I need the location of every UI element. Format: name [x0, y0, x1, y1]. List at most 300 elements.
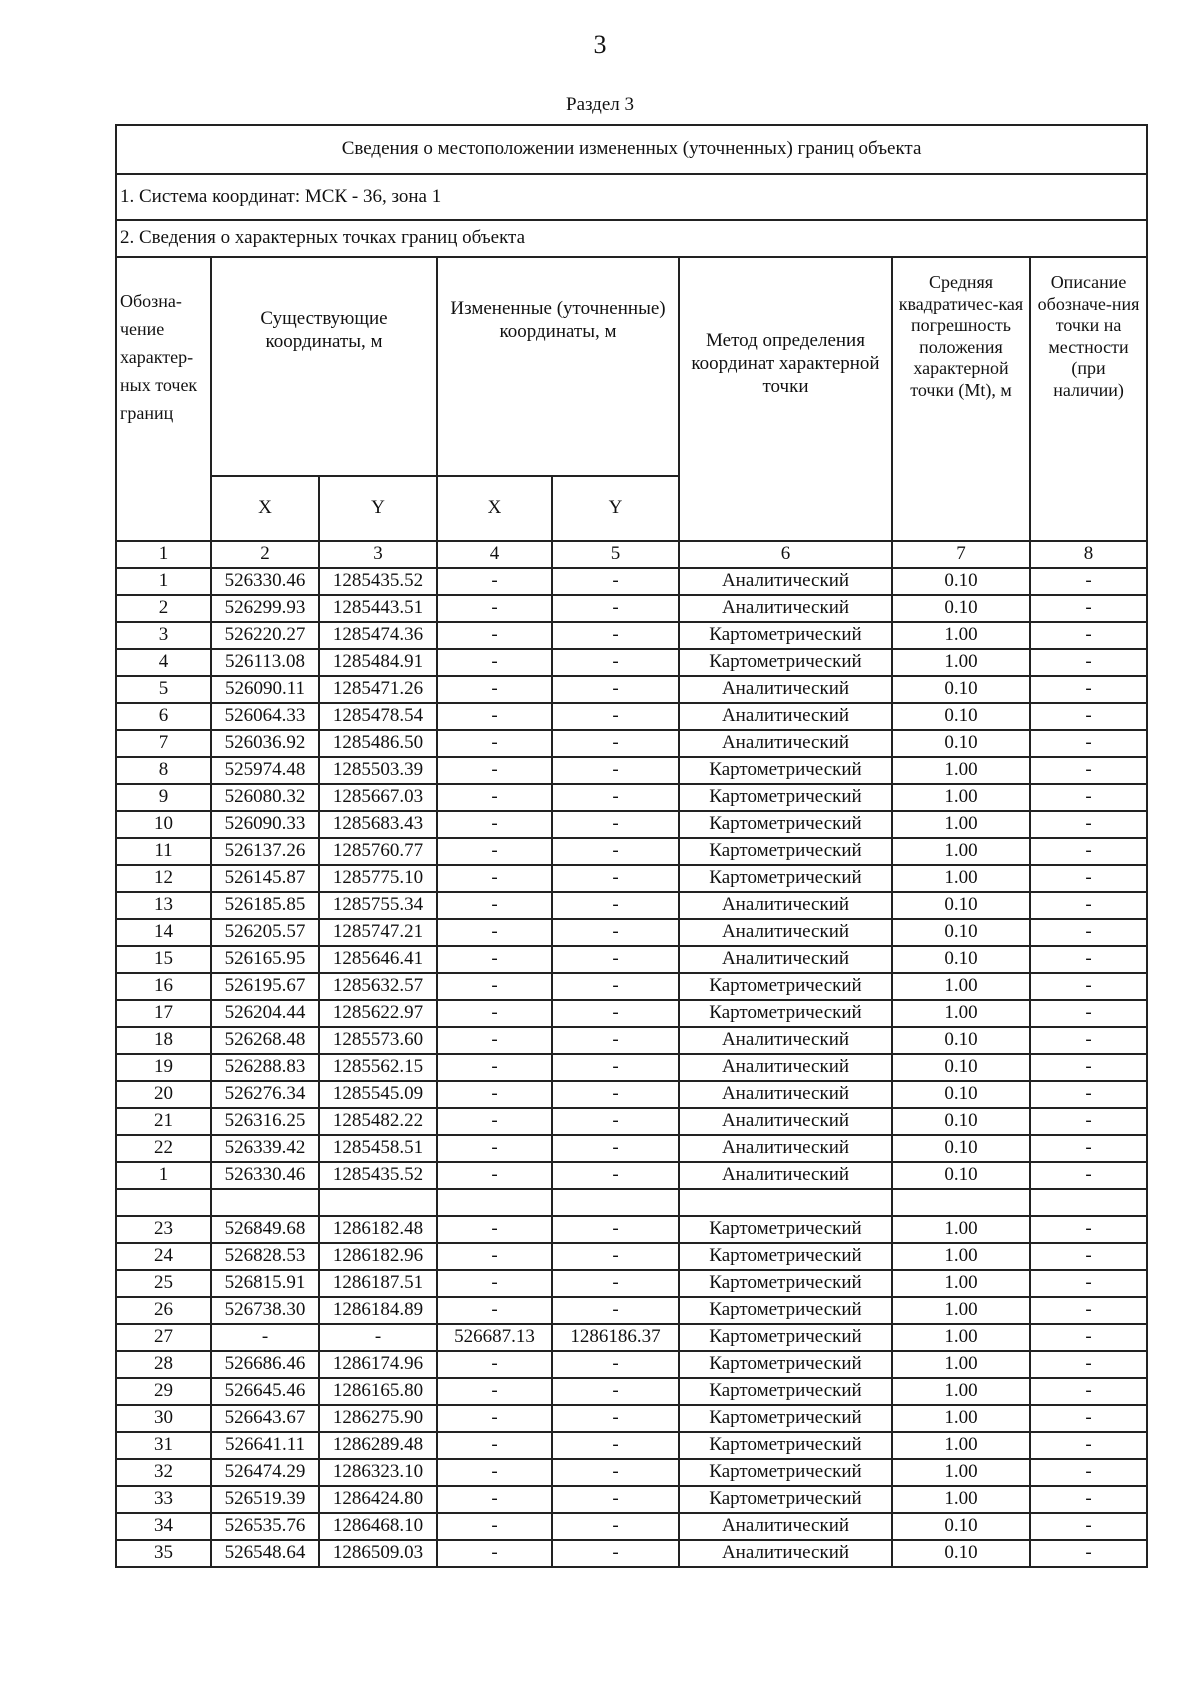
existing-x-cell: 526113.08 — [211, 649, 319, 676]
table-row — [116, 1243, 1147, 1270]
changed-x-cell: - — [437, 1378, 552, 1405]
description-cell: - — [1030, 919, 1147, 946]
existing-x-cell: 526165.95 — [211, 946, 319, 973]
existing-y-cell: 1285683.43 — [319, 811, 437, 838]
changed-y-cell: - — [552, 568, 679, 595]
mean-error-cell: 1.00 — [892, 1459, 1030, 1486]
point-id-cell: 18 — [116, 1027, 211, 1054]
point-id-cell: 31 — [116, 1432, 211, 1459]
changed-x-cell: - — [437, 676, 552, 703]
description-cell: - — [1030, 811, 1147, 838]
existing-x-cell: 526738.30 — [211, 1297, 319, 1324]
header-existing-y: Y — [319, 476, 437, 541]
table-row — [116, 919, 1147, 946]
point-id-cell: 10 — [116, 811, 211, 838]
changed-x-cell: - — [437, 919, 552, 946]
method-cell: Картометрический — [679, 757, 892, 784]
existing-y-cell — [319, 1189, 437, 1216]
changed-y-cell: - — [552, 1135, 679, 1162]
existing-x-cell: 526090.11 — [211, 676, 319, 703]
description-cell: - — [1030, 1324, 1147, 1351]
table-row — [116, 1000, 1147, 1027]
changed-y-cell: - — [552, 1108, 679, 1135]
mean-error-cell: 1.00 — [892, 1270, 1030, 1297]
column-number: 8 — [1030, 541, 1147, 568]
changed-x-cell: - — [437, 649, 552, 676]
mean-error-cell: 1.00 — [892, 1243, 1030, 1270]
point-id-cell: 19 — [116, 1054, 211, 1081]
changed-y-cell: - — [552, 838, 679, 865]
existing-y-cell: 1286184.89 — [319, 1297, 437, 1324]
changed-x-cell: - — [437, 1297, 552, 1324]
changed-x-cell: - — [437, 1054, 552, 1081]
separator-row — [116, 1189, 1147, 1216]
mean-error-cell: 1.00 — [892, 1216, 1030, 1243]
description-cell: - — [1030, 1243, 1147, 1270]
changed-y-cell: - — [552, 1378, 679, 1405]
description-cell: - — [1030, 1540, 1147, 1567]
mean-error-cell: 0.10 — [892, 1540, 1030, 1567]
column-number: 4 — [437, 541, 552, 568]
method-cell: Аналитический — [679, 892, 892, 919]
table-row — [116, 1027, 1147, 1054]
point-id-cell — [116, 1189, 211, 1216]
table-row — [116, 730, 1147, 757]
existing-y-cell: 1286165.80 — [319, 1378, 437, 1405]
existing-y-cell: 1285562.15 — [319, 1054, 437, 1081]
mean-error-cell: 0.10 — [892, 1162, 1030, 1189]
existing-x-cell: 526205.57 — [211, 919, 319, 946]
changed-x-cell: - — [437, 730, 552, 757]
existing-x-cell: 526643.67 — [211, 1405, 319, 1432]
method-cell: Аналитический — [679, 1054, 892, 1081]
existing-y-cell: 1285755.34 — [319, 892, 437, 919]
header-changed-x: X — [437, 476, 552, 541]
changed-x-cell: - — [437, 1486, 552, 1513]
mean-error-cell: 0.10 — [892, 703, 1030, 730]
changed-y-cell: - — [552, 811, 679, 838]
changed-x-cell: - — [437, 1513, 552, 1540]
point-id-cell: 21 — [116, 1108, 211, 1135]
point-id-cell: 8 — [116, 757, 211, 784]
description-cell: - — [1030, 1486, 1147, 1513]
point-id-cell: 25 — [116, 1270, 211, 1297]
existing-x-cell: 526519.39 — [211, 1486, 319, 1513]
changed-y-cell: - — [552, 919, 679, 946]
mean-error-cell: 0.10 — [892, 1108, 1030, 1135]
point-id-cell: 30 — [116, 1405, 211, 1432]
existing-x-cell: 526641.11 — [211, 1432, 319, 1459]
changed-y-cell: - — [552, 1000, 679, 1027]
mean-error-cell: 0.10 — [892, 568, 1030, 595]
description-cell: - — [1030, 1513, 1147, 1540]
existing-x-cell: 526145.87 — [211, 865, 319, 892]
table-row — [116, 892, 1147, 919]
mean-error-cell: 1.00 — [892, 1486, 1030, 1513]
changed-y-cell: - — [552, 892, 679, 919]
table-row — [116, 1432, 1147, 1459]
method-cell: Картометрический — [679, 1216, 892, 1243]
description-cell: - — [1030, 784, 1147, 811]
existing-x-cell: 526299.93 — [211, 595, 319, 622]
existing-y-cell: 1286323.10 — [319, 1459, 437, 1486]
changed-y-cell: - — [552, 1270, 679, 1297]
existing-x-cell: 526268.48 — [211, 1027, 319, 1054]
mean-error-cell: 1.00 — [892, 757, 1030, 784]
column-number: 2 — [211, 541, 319, 568]
table-row — [116, 1378, 1147, 1405]
table-row — [116, 1486, 1147, 1513]
method-cell: Аналитический — [679, 730, 892, 757]
point-id-cell: 22 — [116, 1135, 211, 1162]
existing-x-cell: 526828.53 — [211, 1243, 319, 1270]
method-cell: Аналитический — [679, 946, 892, 973]
method-cell: Картометрический — [679, 1243, 892, 1270]
description-cell: - — [1030, 1162, 1147, 1189]
existing-y-cell: 1286509.03 — [319, 1540, 437, 1567]
existing-y-cell: 1285622.97 — [319, 1000, 437, 1027]
method-cell: Аналитический — [679, 1135, 892, 1162]
existing-y-cell: 1285443.51 — [319, 595, 437, 622]
description-cell: - — [1030, 730, 1147, 757]
point-id-cell: 15 — [116, 946, 211, 973]
changed-x-cell: - — [437, 1108, 552, 1135]
existing-x-cell: 526548.64 — [211, 1540, 319, 1567]
table-row — [116, 1135, 1147, 1162]
point-id-cell: 24 — [116, 1243, 211, 1270]
point-id-cell: 17 — [116, 1000, 211, 1027]
existing-x-cell: 526185.85 — [211, 892, 319, 919]
mean-error-cell: 1.00 — [892, 865, 1030, 892]
changed-x-cell: - — [437, 1351, 552, 1378]
changed-x-cell: - — [437, 1540, 552, 1567]
changed-y-cell: - — [552, 730, 679, 757]
table-row — [116, 838, 1147, 865]
changed-y-cell: - — [552, 1513, 679, 1540]
table-row — [116, 1216, 1147, 1243]
changed-y-cell: - — [552, 622, 679, 649]
changed-x-cell: - — [437, 865, 552, 892]
table-row — [116, 784, 1147, 811]
existing-y-cell: 1285503.39 — [319, 757, 437, 784]
existing-x-cell: 526849.68 — [211, 1216, 319, 1243]
changed-y-cell: - — [552, 865, 679, 892]
table-row — [116, 1270, 1147, 1297]
method-cell: Картометрический — [679, 649, 892, 676]
point-id-cell: 29 — [116, 1378, 211, 1405]
description-cell: - — [1030, 595, 1147, 622]
mean-error-cell: 1.00 — [892, 622, 1030, 649]
header-changed-coords: Измененные (уточненные) координаты, м — [437, 257, 679, 476]
table-row — [116, 649, 1147, 676]
existing-x-cell: 526330.46 — [211, 568, 319, 595]
existing-x-cell: 526064.33 — [211, 703, 319, 730]
mean-error-cell: 1.00 — [892, 1351, 1030, 1378]
description-cell: - — [1030, 622, 1147, 649]
table-row — [116, 703, 1147, 730]
changed-x-cell: 526687.13 — [437, 1324, 552, 1351]
method-cell: Картометрический — [679, 1000, 892, 1027]
existing-x-cell: 526686.46 — [211, 1351, 319, 1378]
existing-y-cell: 1286289.48 — [319, 1432, 437, 1459]
mean-error-cell: 1.00 — [892, 1000, 1030, 1027]
existing-y-cell: 1285646.41 — [319, 946, 437, 973]
changed-y-cell: - — [552, 1054, 679, 1081]
changed-x-cell: - — [437, 946, 552, 973]
changed-y-cell: - — [552, 1027, 679, 1054]
method-cell: Картометрический — [679, 1432, 892, 1459]
method-cell: Аналитический — [679, 1081, 892, 1108]
table-title: Сведения о местоположении измененных (уточненных) границ объекта — [116, 125, 1147, 174]
point-id-cell: 33 — [116, 1486, 211, 1513]
point-id-cell: 16 — [116, 973, 211, 1000]
table-row — [116, 811, 1147, 838]
changed-y-cell: - — [552, 946, 679, 973]
existing-x-cell: 526090.33 — [211, 811, 319, 838]
changed-y-cell: - — [552, 1162, 679, 1189]
description-cell: - — [1030, 1378, 1147, 1405]
existing-y-cell: 1285486.50 — [319, 730, 437, 757]
point-id-cell: 5 — [116, 676, 211, 703]
table-row — [116, 622, 1147, 649]
changed-x-cell: - — [437, 1081, 552, 1108]
method-cell: Картометрический — [679, 838, 892, 865]
point-id-cell: 12 — [116, 865, 211, 892]
point-id-cell: 9 — [116, 784, 211, 811]
existing-y-cell: 1286182.96 — [319, 1243, 437, 1270]
header-point-designation-text: Обозна-чение характер-ных точек границ — [120, 291, 198, 423]
method-cell: Картометрический — [679, 865, 892, 892]
description-cell: - — [1030, 1108, 1147, 1135]
table-row — [116, 595, 1147, 622]
existing-y-cell: 1285484.91 — [319, 649, 437, 676]
method-cell: Картометрический — [679, 784, 892, 811]
mean-error-cell: 0.10 — [892, 919, 1030, 946]
header-existing-coords: Существующие координаты, м — [211, 257, 437, 476]
description-cell: - — [1030, 946, 1147, 973]
header-method: Метод определения координат характерной точки — [679, 257, 892, 541]
description-cell: - — [1030, 1216, 1147, 1243]
changed-x-cell: - — [437, 1216, 552, 1243]
changed-y-cell: - — [552, 1540, 679, 1567]
changed-y-cell: - — [552, 595, 679, 622]
point-id-cell: 14 — [116, 919, 211, 946]
existing-y-cell: 1286275.90 — [319, 1405, 437, 1432]
mean-error-cell: 1.00 — [892, 1405, 1030, 1432]
table-row — [116, 1405, 1147, 1432]
description-cell: - — [1030, 1432, 1147, 1459]
method-cell: Картометрический — [679, 1459, 892, 1486]
existing-y-cell: - — [319, 1324, 437, 1351]
table-row — [116, 1108, 1147, 1135]
existing-y-cell: 1285482.22 — [319, 1108, 437, 1135]
point-id-cell: 32 — [116, 1459, 211, 1486]
points-heading: 2. Сведения о характерных точках границ объекта — [116, 220, 1147, 257]
column-number: 6 — [679, 541, 892, 568]
existing-x-cell: 526535.76 — [211, 1513, 319, 1540]
changed-y-cell: - — [552, 703, 679, 730]
changed-x-cell: - — [437, 973, 552, 1000]
column-numbers-row — [116, 541, 1147, 568]
description-cell: - — [1030, 1270, 1147, 1297]
method-cell: Аналитический — [679, 703, 892, 730]
column-number: 3 — [319, 541, 437, 568]
description-cell: - — [1030, 973, 1147, 1000]
existing-x-cell: 526276.34 — [211, 1081, 319, 1108]
mean-error-cell: 0.10 — [892, 1081, 1030, 1108]
point-id-cell: 2 — [116, 595, 211, 622]
existing-x-cell — [211, 1189, 319, 1216]
existing-x-cell: 526339.42 — [211, 1135, 319, 1162]
changed-x-cell: - — [437, 892, 552, 919]
existing-x-cell: 526195.67 — [211, 973, 319, 1000]
mean-error-cell: 1.00 — [892, 1432, 1030, 1459]
description-cell — [1030, 1189, 1147, 1216]
changed-x-cell: - — [437, 622, 552, 649]
existing-x-cell: 526474.29 — [211, 1459, 319, 1486]
changed-y-cell: - — [552, 1459, 679, 1486]
mean-error-cell: 0.10 — [892, 676, 1030, 703]
changed-y-cell: - — [552, 1216, 679, 1243]
table-row — [116, 865, 1147, 892]
description-cell: - — [1030, 676, 1147, 703]
point-id-cell: 35 — [116, 1540, 211, 1567]
existing-y-cell: 1286187.51 — [319, 1270, 437, 1297]
existing-y-cell: 1285474.36 — [319, 622, 437, 649]
point-id-cell: 3 — [116, 622, 211, 649]
mean-error-cell: 1.00 — [892, 1297, 1030, 1324]
column-number: 5 — [552, 541, 679, 568]
changed-y-cell: - — [552, 1486, 679, 1513]
point-id-cell: 27 — [116, 1324, 211, 1351]
description-cell: - — [1030, 703, 1147, 730]
existing-y-cell: 1285435.52 — [319, 568, 437, 595]
description-cell: - — [1030, 1405, 1147, 1432]
existing-y-cell: 1285545.09 — [319, 1081, 437, 1108]
existing-x-cell: - — [211, 1324, 319, 1351]
table-row — [116, 973, 1147, 1000]
table-row — [116, 1081, 1147, 1108]
table-row — [116, 1459, 1147, 1486]
changed-y-cell: - — [552, 676, 679, 703]
existing-y-cell: 1286468.10 — [319, 1513, 437, 1540]
method-cell: Аналитический — [679, 1162, 892, 1189]
point-id-cell: 23 — [116, 1216, 211, 1243]
changed-x-cell — [437, 1189, 552, 1216]
mean-error-cell: 1.00 — [892, 811, 1030, 838]
description-cell: - — [1030, 838, 1147, 865]
point-id-cell: 13 — [116, 892, 211, 919]
mean-error-cell: 1.00 — [892, 784, 1030, 811]
method-cell: Картометрический — [679, 1324, 892, 1351]
changed-x-cell: - — [437, 1135, 552, 1162]
table-row — [116, 1162, 1147, 1189]
existing-y-cell: 1285775.10 — [319, 865, 437, 892]
table-row — [116, 757, 1147, 784]
existing-x-cell: 526645.46 — [211, 1378, 319, 1405]
description-cell: - — [1030, 1054, 1147, 1081]
mean-error-cell: 0.10 — [892, 892, 1030, 919]
description-cell: - — [1030, 1027, 1147, 1054]
description-cell: - — [1030, 865, 1147, 892]
mean-error-cell: 0.10 — [892, 595, 1030, 622]
changed-y-cell: 1286186.37 — [552, 1324, 679, 1351]
existing-y-cell: 1285573.60 — [319, 1027, 437, 1054]
point-id-cell: 11 — [116, 838, 211, 865]
description-cell: - — [1030, 892, 1147, 919]
method-cell: Картометрический — [679, 811, 892, 838]
description-cell: - — [1030, 568, 1147, 595]
header-point-designation — [116, 257, 211, 541]
table-row — [116, 676, 1147, 703]
existing-y-cell: 1286182.48 — [319, 1216, 437, 1243]
point-id-cell: 1 — [116, 568, 211, 595]
method-cell: Аналитический — [679, 676, 892, 703]
existing-x-cell: 526220.27 — [211, 622, 319, 649]
table-row — [116, 946, 1147, 973]
table-row — [116, 568, 1147, 595]
existing-y-cell: 1285458.51 — [319, 1135, 437, 1162]
existing-y-cell: 1285667.03 — [319, 784, 437, 811]
mean-error-cell: 1.00 — [892, 649, 1030, 676]
mean-error-cell: 0.10 — [892, 946, 1030, 973]
method-cell: Картометрический — [679, 1351, 892, 1378]
column-number: 1 — [116, 541, 211, 568]
column-number: 7 — [892, 541, 1030, 568]
changed-y-cell: - — [552, 1405, 679, 1432]
method-cell: Аналитический — [679, 595, 892, 622]
method-cell: Аналитический — [679, 1027, 892, 1054]
changed-y-cell: - — [552, 1081, 679, 1108]
existing-y-cell: 1285435.52 — [319, 1162, 437, 1189]
changed-x-cell: - — [437, 1162, 552, 1189]
header-mean-error: Средняя квадратичес-кая погрешность положения характерной точки (Mt), м — [892, 257, 1030, 541]
table-row — [116, 1324, 1147, 1351]
existing-y-cell: 1285632.57 — [319, 973, 437, 1000]
existing-x-cell: 526330.46 — [211, 1162, 319, 1189]
changed-x-cell: - — [437, 1405, 552, 1432]
changed-x-cell: - — [437, 784, 552, 811]
point-id-cell: 6 — [116, 703, 211, 730]
changed-y-cell: - — [552, 784, 679, 811]
description-cell: - — [1030, 757, 1147, 784]
changed-x-cell: - — [437, 703, 552, 730]
existing-x-cell: 526137.26 — [211, 838, 319, 865]
mean-error-cell: 1.00 — [892, 1324, 1030, 1351]
mean-error-cell: 0.10 — [892, 1135, 1030, 1162]
mean-error-cell: 0.10 — [892, 730, 1030, 757]
description-cell: - — [1030, 1135, 1147, 1162]
existing-x-cell: 526316.25 — [211, 1108, 319, 1135]
existing-x-cell: 526080.32 — [211, 784, 319, 811]
existing-x-cell: 526204.44 — [211, 1000, 319, 1027]
existing-x-cell: 526036.92 — [211, 730, 319, 757]
changed-y-cell: - — [552, 757, 679, 784]
method-cell: Аналитический — [679, 919, 892, 946]
changed-x-cell: - — [437, 1432, 552, 1459]
header-description: Описание обозначе-ния точки на местности (при наличии) — [1030, 257, 1147, 541]
changed-x-cell: - — [437, 838, 552, 865]
boundary-points-table — [115, 124, 1148, 1568]
changed-y-cell: - — [552, 649, 679, 676]
changed-x-cell: - — [437, 1243, 552, 1270]
method-cell — [679, 1189, 892, 1216]
existing-y-cell: 1285478.54 — [319, 703, 437, 730]
method-cell: Аналитический — [679, 1108, 892, 1135]
header-changed-y: Y — [552, 476, 679, 541]
method-cell: Аналитический — [679, 1540, 892, 1567]
changed-x-cell: - — [437, 1270, 552, 1297]
